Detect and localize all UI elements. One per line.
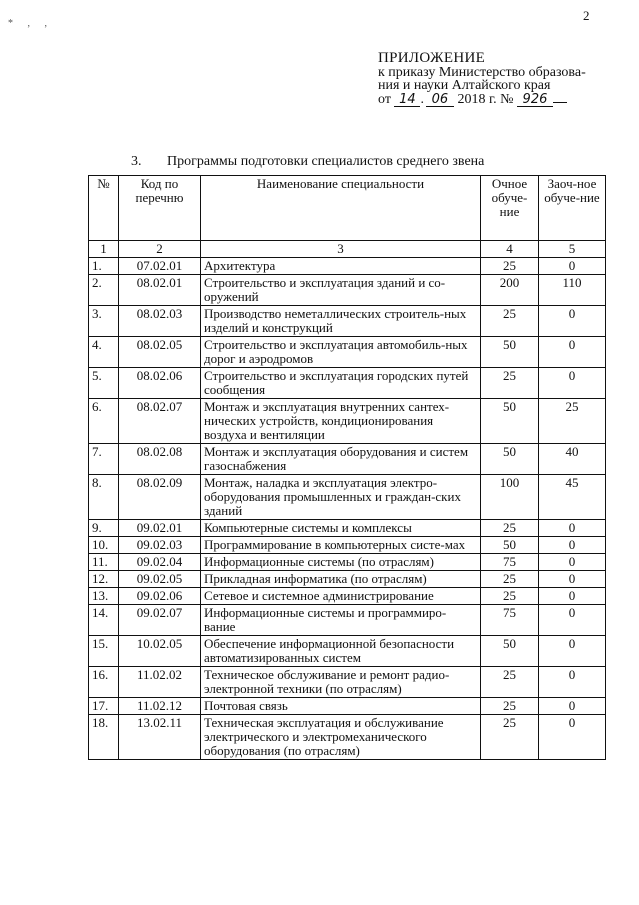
table-row: [89, 258, 606, 275]
appendix-date-line: [378, 93, 608, 107]
header-code: Код по перечню: [119, 176, 201, 241]
row-part-time: 0: [539, 698, 606, 715]
row-number: 9.: [89, 520, 119, 537]
row-number: 6.: [89, 399, 119, 444]
row-number: 10.: [89, 537, 119, 554]
row-code: 08.02.09: [119, 475, 201, 520]
row-code: 11.02.12: [119, 698, 201, 715]
row-number: 13.: [89, 588, 119, 605]
row-number: 11.: [89, 554, 119, 571]
row-code: 09.02.07: [119, 605, 201, 636]
row-number: 3.: [89, 306, 119, 337]
row-specialty-name: Монтаж и эксплуатация внутренних сантех-нических устройств, кондиционирования воздуха и вентиляции: [201, 399, 481, 444]
appendix-date-day: 14: [394, 94, 420, 107]
row-number: 12.: [89, 571, 119, 588]
row-specialty-name: Информационные системы (по отраслям): [201, 554, 481, 571]
row-code: 09.02.05: [119, 571, 201, 588]
row-part-time: 45: [539, 475, 606, 520]
table-row: [89, 537, 606, 554]
index-cell: 3: [201, 241, 481, 258]
row-specialty-name: Строительство и эксплуатация городских путей сообщения: [201, 368, 481, 399]
table-row: [89, 571, 606, 588]
table-row: [89, 605, 606, 636]
row-full-time: 25: [481, 258, 539, 275]
row-number: 4.: [89, 337, 119, 368]
row-full-time: 50: [481, 337, 539, 368]
row-number: 5.: [89, 368, 119, 399]
row-number: 1.: [89, 258, 119, 275]
row-full-time: 25: [481, 571, 539, 588]
row-full-time: 25: [481, 306, 539, 337]
row-specialty-name: Производство неметаллических строитель-ных изделий и конструкций: [201, 306, 481, 337]
row-full-time: 50: [481, 399, 539, 444]
row-number: 7.: [89, 444, 119, 475]
row-full-time: 50: [481, 444, 539, 475]
table-row: [89, 554, 606, 571]
row-specialty-name: Монтаж и эксплуатация оборудования и систем газоснабжения: [201, 444, 481, 475]
table-row: [89, 444, 606, 475]
row-full-time: 25: [481, 715, 539, 760]
row-specialty-name: Почтовая связь: [201, 698, 481, 715]
table-row: [89, 698, 606, 715]
index-cell: 1: [89, 241, 119, 258]
page-number: 2: [583, 8, 590, 23]
row-part-time: 0: [539, 554, 606, 571]
index-cell: 4: [481, 241, 539, 258]
row-number: 8.: [89, 475, 119, 520]
row-full-time: 25: [481, 520, 539, 537]
table-row: [89, 588, 606, 605]
row-full-time: 75: [481, 605, 539, 636]
header-num: №: [89, 176, 119, 241]
row-number: 18.: [89, 715, 119, 760]
row-part-time: 0: [539, 537, 606, 554]
row-full-time: 75: [481, 554, 539, 571]
appendix-date-separator: .: [420, 91, 424, 107]
row-part-time: 40: [539, 444, 606, 475]
row-full-time: 100: [481, 475, 539, 520]
row-code: 08.02.08: [119, 444, 201, 475]
row-specialty-name: Техническая эксплуатация и обслуживание электрического и электромеханического оборудования (по отраслям): [201, 715, 481, 760]
section-number: 3.: [131, 154, 142, 169]
table-row: [89, 520, 606, 537]
row-full-time: 25: [481, 588, 539, 605]
row-part-time: 0: [539, 715, 606, 760]
row-code: 08.02.01: [119, 275, 201, 306]
appendix-date-month: 06: [426, 94, 454, 107]
row-part-time: 0: [539, 571, 606, 588]
appendix-year-text: 2018 г. №: [457, 91, 514, 107]
row-specialty-name: Монтаж, наладка и эксплуатация электро-оборудования промышленных и граждан-ских зданий: [201, 475, 481, 520]
row-specialty-name: Архитектура: [201, 258, 481, 275]
row-full-time: 25: [481, 667, 539, 698]
appendix-order-number: 926: [517, 94, 553, 107]
row-number: 15.: [89, 636, 119, 667]
row-code: 08.02.06: [119, 368, 201, 399]
table-row: [89, 275, 606, 306]
row-specialty-name: Компьютерные системы и комплексы: [201, 520, 481, 537]
table-header-row: [89, 176, 606, 241]
row-specialty-name: Сетевое и системное администрирование: [201, 588, 481, 605]
table-row: [89, 667, 606, 698]
table-row: [89, 715, 606, 760]
row-full-time: 50: [481, 636, 539, 667]
scan-specks: * , ,: [8, 18, 53, 29]
row-specialty-name: Строительство и эксплуатация автомобиль-ных дорог и аэродромов: [201, 337, 481, 368]
row-number: 17.: [89, 698, 119, 715]
row-specialty-name: Строительство и эксплуатация зданий и со-оружений: [201, 275, 481, 306]
row-full-time: 200: [481, 275, 539, 306]
header-name: Наименование специальности: [201, 176, 481, 241]
appendix-line-1: к приказу Министерство образова-: [378, 64, 586, 80]
row-specialty-name: Программирование в компьютерных систе-мах: [201, 537, 481, 554]
row-part-time: 0: [539, 306, 606, 337]
row-number: 16.: [89, 667, 119, 698]
table-row: [89, 399, 606, 444]
header-full-time: Очное обуче-ние: [481, 176, 539, 241]
row-code: 08.02.03: [119, 306, 201, 337]
row-part-time: 0: [539, 368, 606, 399]
row-part-time: 0: [539, 605, 606, 636]
table-row: [89, 368, 606, 399]
appendix-line-2: ния и науки Алтайского края: [378, 78, 551, 93]
row-full-time: 25: [481, 368, 539, 399]
row-code: 08.02.07: [119, 399, 201, 444]
appendix-number-underline: [553, 102, 567, 103]
row-part-time: 110: [539, 275, 606, 306]
row-code: 09.02.04: [119, 554, 201, 571]
row-code: 10.02.05: [119, 636, 201, 667]
row-code: 08.02.05: [119, 337, 201, 368]
row-code: 11.02.02: [119, 667, 201, 698]
row-number: 14.: [89, 605, 119, 636]
row-part-time: 0: [539, 667, 606, 698]
row-part-time: 25: [539, 399, 606, 444]
row-specialty-name: Информационные системы и программиро-вание: [201, 605, 481, 636]
table-row: [89, 306, 606, 337]
row-part-time: 0: [539, 520, 606, 537]
table-row: [89, 636, 606, 667]
table-row: [89, 475, 606, 520]
row-part-time: 0: [539, 337, 606, 368]
programs-table: [88, 175, 606, 760]
row-number: 2.: [89, 275, 119, 306]
row-specialty-name: Прикладная информатика (по отраслям): [201, 571, 481, 588]
row-specialty-name: Обеспечение информационной безопасности автоматизированных систем: [201, 636, 481, 667]
table-index-row: [89, 241, 606, 258]
row-part-time: 0: [539, 258, 606, 275]
row-code: 09.02.06: [119, 588, 201, 605]
section-title: Программы подготовки специалистов среднего звена: [167, 154, 485, 169]
row-full-time: 50: [481, 537, 539, 554]
index-cell: 2: [119, 241, 201, 258]
appendix-from-prefix: от: [378, 91, 391, 107]
index-cell: 5: [539, 241, 606, 258]
row-full-time: 25: [481, 698, 539, 715]
section-heading: [131, 154, 484, 170]
appendix-block: [378, 52, 608, 107]
row-part-time: 0: [539, 636, 606, 667]
table-row: [89, 337, 606, 368]
row-part-time: 0: [539, 588, 606, 605]
row-code: 07.02.01: [119, 258, 201, 275]
header-part-time: Заоч-ное обуче-ние: [539, 176, 606, 241]
row-specialty-name: Техническое обслуживание и ремонт радио-электронной техники (по отраслям): [201, 667, 481, 698]
row-code: 09.02.01: [119, 520, 201, 537]
appendix-title: ПРИЛОЖЕНИЕ: [378, 50, 486, 66]
row-code: 09.02.03: [119, 537, 201, 554]
row-code: 13.02.11: [119, 715, 201, 760]
